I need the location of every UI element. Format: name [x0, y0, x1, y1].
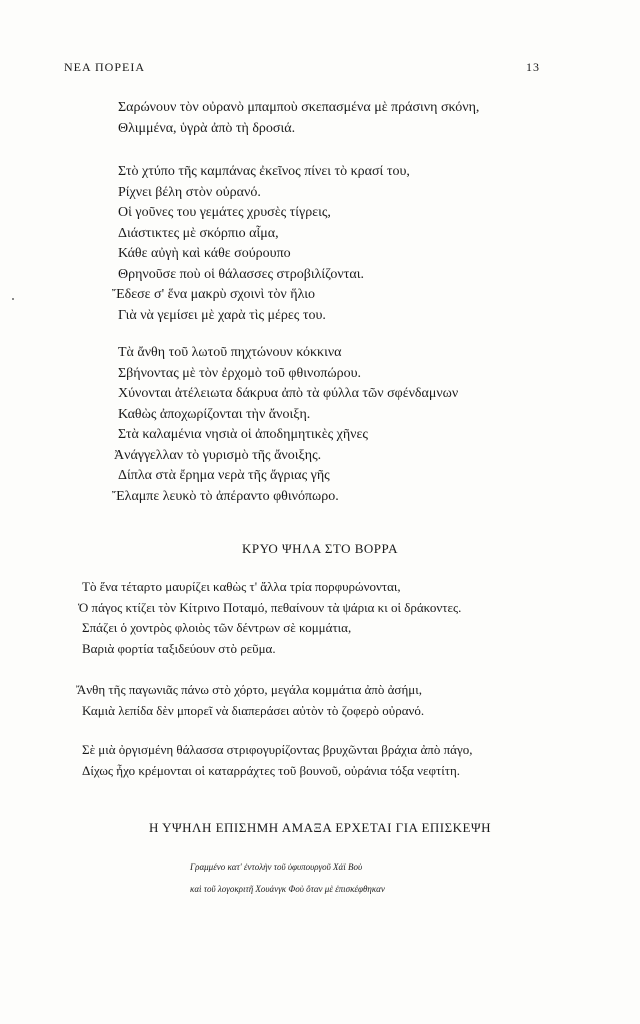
poem2-stanza1: [78, 577, 462, 659]
verse-line: Σπάζει ὁ χοντρὸς φλοιὸς τῶν δέντρων σὲ κομμάτια,: [82, 620, 352, 635]
poem2-stanza3: [82, 740, 472, 781]
verse-line: Καθὼς ἀποχωρίζονται τὴν ἄνοιξη.: [118, 406, 311, 422]
verse-line: Ρίχνει βέλη στὸν οὐρανό.: [118, 184, 261, 200]
poem1-stanza3: [112, 343, 459, 507]
verse-line: Καμιὰ λεπίδα δὲν μπορεῖ νὰ διαπεράσει αὐτὸν τὸ ζοφερὸ οὐρανό.: [82, 702, 425, 718]
verse-line: Θρηνοῦσε ποὺ οἱ θάλασσες στροβιλίζονται.: [118, 266, 364, 282]
verse-line: Θλιμμένα, ὑγρὰ ἀπὸ τὴ δροσιά.: [118, 120, 296, 136]
page-number: 13: [526, 60, 540, 74]
journal-title: ΝΕΑ ΠΟΡΕΙΑ: [64, 60, 145, 74]
verse-line: Δίπλα στὰ ἔρημα νερὰ τῆς ἄγριας γῆς: [118, 468, 330, 483]
poem2-title: ΚΡΥΟ ΨΗΛΑ ΣΤΟ ΒΟΡΡΑ: [242, 541, 398, 556]
verse-line: Δίχως ἦχο κρέμονται οἱ καταρράχτες τοῦ βουνοῦ, οὐράνια τόξα νεφτίτη.: [82, 762, 461, 778]
verse-line: Σὲ μιὰ ὀργισμένη θάλασσα στριφογυρίζοντας βρυχῶνται βράχια ἀπὸ πάγο,: [82, 742, 473, 757]
verse-line: Σβήνοντας μὲ τὸν ἐρχομὸ τοῦ φθινοπώρου.: [118, 365, 362, 381]
verse-line: Κάθε αὐγὴ καὶ κάθε σούρουπο: [118, 246, 291, 261]
verse-line: Ἔλαμπε λευκὸ τὸ ἀπέραντο φθινόπωρο.: [112, 488, 339, 504]
poem1-stanza1: [118, 98, 479, 139]
poem3-title: Η ΥΨΗΛΗ ΕΠΙΣΗΜΗ ΑΜΑΞΑ ΕΡΧΕΤΑΙ ΓΙΑ ΕΠΙΣΚΕΨΗ: [149, 820, 491, 835]
verse-line: Ἄνθη τῆς παγωνιᾶς πάνω στὸ χόρτο, μεγάλα κομμάτια ἀπὸ ἀσήμι,: [76, 682, 422, 697]
verse-line: Χύνονται ἀτέλειωτα δάκρυα ἀπὸ τὰ φύλλα τῶν σφένδαμνων: [118, 386, 459, 401]
verse-line: Τὸ ἕνα τέταρτο μαυρίζει καθὼς τ' ἄλλα τρία πορφυρώνονται,: [82, 579, 401, 594]
verse-line: Διάστικτες μὲ σκόρπιο αἷμα,: [118, 225, 279, 241]
verse-line: Γιὰ νὰ γεμίσει μὲ χαρὰ τὶς μέρες του.: [118, 307, 326, 323]
verse-line: Βαριὰ φορτία ταξιδεύουν στὸ ρεῦμα.: [82, 640, 276, 656]
dedication-line: καὶ τοῦ λογοκριτῆ Χουάνγκ Φοὺ ὅταν μὲ ἐπισκέφθηκαν: [190, 884, 385, 894]
poem3-dedication: [190, 856, 385, 900]
poem1-stanza2: [112, 162, 410, 326]
verse-line: Τὰ ἄνθη τοῦ λωτοῦ πηχτώνουν κόκκινα: [118, 345, 342, 360]
verse-line: Στὰ καλαμένια νησιὰ οἱ ἀποδημητικὲς χῆνες: [118, 427, 368, 442]
verse-line: Οἱ γοῦνες του γεμάτες χρυσὲς τίγρεις,: [118, 205, 331, 220]
dedication-line: Γραμμένο κατ' ἐντολὴν τοῦ ὑφυπουργοῦ Χάϊ Βοὺ: [190, 862, 363, 872]
scan-speck: [12, 298, 14, 300]
verse-line: Ὁ πάγος κτίζει τὸν Κίτρινο Ποταμό, πεθαίνουν τὰ ψάρια κι οἱ δράκοντες.: [78, 599, 462, 615]
verse-line: Σαρώνουν τὸν οὐρανὸ μπαμποὺ σκεπασμένα μὲ πράσινη σκόνη,: [118, 100, 480, 115]
verse-line: Στὸ χτύπο τῆς καμπάνας ἐκεῖνος πίνει τὸ κρασί του,: [118, 164, 410, 179]
verse-line: Ἔδεσε σ' ἕνα μακρὺ σχοινὶ τὸν ἥλιο: [112, 287, 315, 302]
verse-line: Ἀνάγγελλαν τὸ γυρισμὸ τῆς ἄνοιξης.: [114, 447, 322, 463]
poem2-stanza2: [76, 680, 425, 721]
